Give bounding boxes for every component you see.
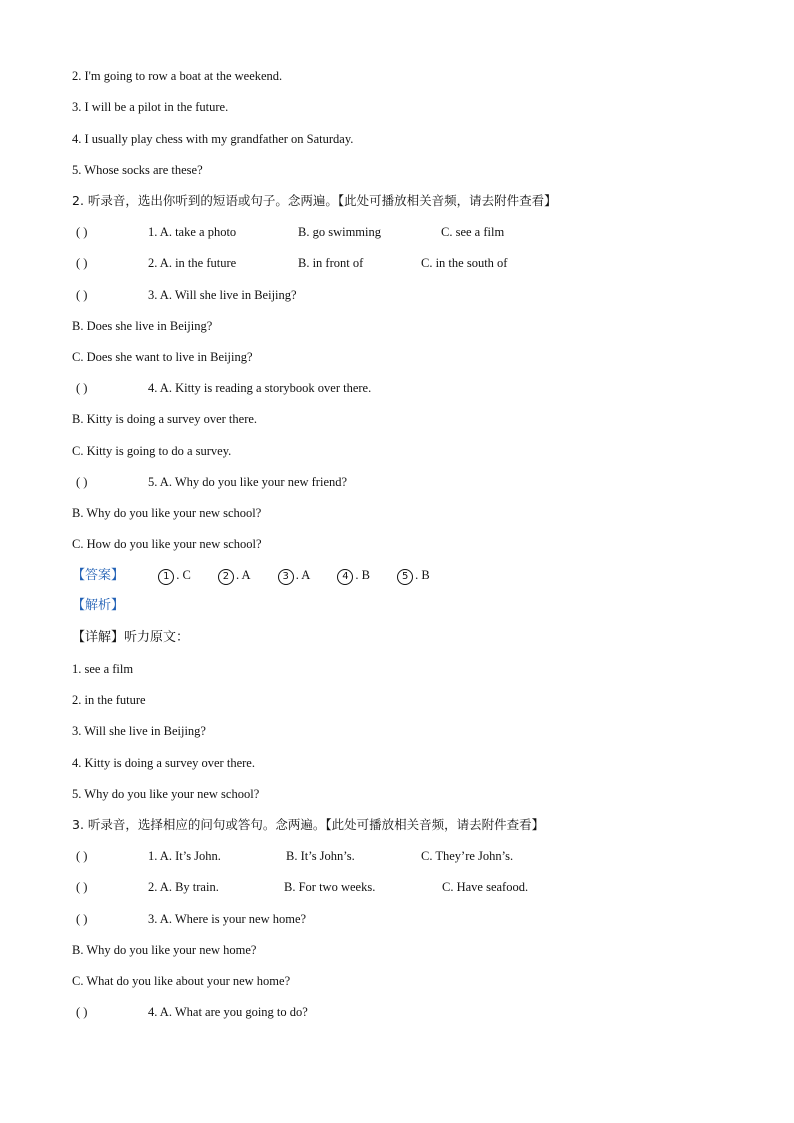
- answer-row: [72, 567, 772, 585]
- answer-item: [218, 567, 251, 585]
- circled-number: 1: [158, 569, 174, 585]
- option-a: 1. A. It’s John.: [148, 849, 221, 863]
- circled-number: 4: [337, 569, 353, 585]
- answer-value: . A: [295, 568, 311, 582]
- text-line: 2. I'm going to row a boat at the weekend.: [72, 69, 283, 83]
- option-a: 5. A. Why do you like your new friend?: [148, 475, 348, 489]
- option-c: C. Kitty is going to do a survey.: [72, 444, 232, 458]
- answer-blank[interactable]: ( ): [76, 288, 88, 302]
- option-c: C. Have seafood.: [442, 880, 529, 894]
- option-b: B. It’s John’s.: [286, 849, 355, 863]
- answer-blank[interactable]: ( ): [76, 381, 88, 395]
- answer-blank[interactable]: ( ): [76, 880, 88, 894]
- option-b: B. Does she live in Beijing?: [72, 319, 213, 333]
- answer-blank[interactable]: ( ): [76, 1005, 88, 1019]
- transcript-line: 5. Why do you like your new school?: [72, 787, 260, 801]
- option-b: B. Kitty is doing a survey over there.: [72, 412, 258, 426]
- text-line: 5. Whose socks are these?: [72, 163, 203, 177]
- option-c: C. see a film: [441, 225, 505, 239]
- option-b: B. go swimming: [298, 225, 381, 239]
- option-c: C. They’re John’s.: [421, 849, 514, 863]
- transcript-line: 3. Will she live in Beijing?: [72, 724, 206, 738]
- answer-label: 【答案】: [72, 568, 125, 583]
- detail-label: 【详解】听力原文：: [72, 630, 190, 645]
- option-b: B. Why do you like your new home?: [72, 943, 257, 957]
- transcript-line: 2. in the future: [72, 693, 146, 707]
- circled-number: 2: [218, 569, 234, 585]
- answer-item: [397, 567, 430, 585]
- answer-value: . A: [235, 568, 251, 582]
- circled-number: 5: [397, 569, 413, 585]
- option-c: C. Does she want to live in Beijing?: [72, 350, 253, 364]
- circled-number: 3: [278, 569, 294, 585]
- option-b: B. in front of: [298, 256, 364, 270]
- option-a: 1. A. take a photo: [148, 225, 237, 239]
- option-a: 2. A. By train.: [148, 880, 219, 894]
- answer-item: [278, 567, 311, 585]
- answer-item: [337, 567, 370, 585]
- answer-blank[interactable]: ( ): [76, 256, 88, 270]
- text-line: 3. I will be a pilot in the future.: [72, 100, 229, 114]
- option-a: 4. A. Kitty is reading a storybook over there.: [148, 381, 372, 395]
- answer-blank[interactable]: ( ): [76, 912, 88, 926]
- transcript-line: 4. Kitty is doing a survey over there.: [72, 756, 255, 770]
- option-a: 3. A. Where is your new home?: [148, 912, 307, 926]
- option-c: C. What do you like about your new home?: [72, 974, 291, 988]
- answer-item: [158, 567, 191, 585]
- option-a: 3. A. Will she live in Beijing?: [148, 288, 297, 302]
- option-c: C. How do you like your new school?: [72, 537, 262, 551]
- option-b: B. For two weeks.: [284, 880, 376, 894]
- analysis-label: 【解析】: [72, 598, 125, 613]
- option-c: C. in the south of: [421, 256, 508, 270]
- option-a: 4. A. What are you going to do?: [148, 1005, 308, 1019]
- transcript-line: 1. see a film: [72, 662, 134, 676]
- option-b: B. Why do you like your new school?: [72, 506, 262, 520]
- answer-blank[interactable]: ( ): [76, 225, 88, 239]
- option-a: 2. A. in the future: [148, 256, 237, 270]
- section-heading: 2. 听录音，选出你听到的短语或句子。念两遍。【此处可播放相关音频，请去附件查看】: [72, 193, 557, 208]
- section-heading: 3. 听录音，选择相应的问句或答句。念两遍。【此处可播放相关音频，请去附件查看】: [72, 817, 545, 832]
- answer-blank[interactable]: ( ): [76, 849, 88, 863]
- answer-blank[interactable]: ( ): [76, 475, 88, 489]
- text-line: 4. I usually play chess with my grandfather on Saturday.: [72, 132, 354, 146]
- answer-value: . B: [415, 568, 430, 582]
- answer-value: . B: [355, 568, 371, 582]
- answer-value: . C: [176, 568, 191, 582]
